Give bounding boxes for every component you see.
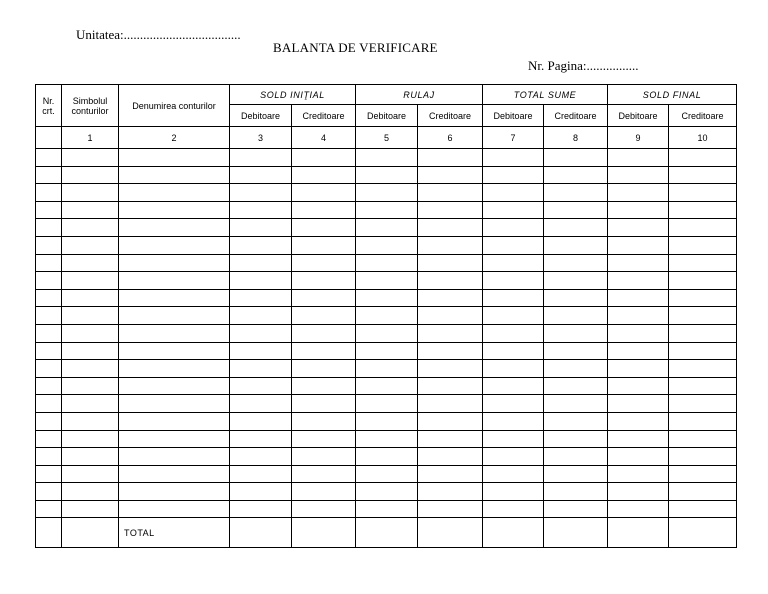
sub-header-cell: Debitoare [230,105,292,127]
table-cell [292,289,356,307]
column-number: 3 [230,127,292,149]
table-cell [356,149,418,167]
table-cell [230,254,292,272]
table-cell [669,272,737,290]
table-cell [292,166,356,184]
column-number: 8 [544,127,608,149]
table-cell [608,395,669,413]
table-cell [119,465,230,483]
table-cell [608,201,669,219]
table-cell [544,254,608,272]
table-cell [356,430,418,448]
table-cell [36,254,62,272]
balance-table [35,84,737,548]
table-cell [669,430,737,448]
column-number: 2 [119,127,230,149]
blank-rows [36,149,737,518]
table-cell [62,307,119,325]
table-cell [608,518,669,548]
table-cell [608,184,669,202]
table-cell [418,289,483,307]
table-cell [119,377,230,395]
table-cell [356,448,418,466]
table-cell [62,518,119,548]
table-cell [36,166,62,184]
table-cell [62,272,119,290]
table-cell [544,465,608,483]
table-cell [292,342,356,360]
table-cell [62,395,119,413]
table-cell [483,149,544,167]
table-cell [608,412,669,430]
table-cell [119,483,230,501]
table-cell [544,500,608,518]
table-row [36,412,737,430]
table-cell [483,448,544,466]
table-cell [544,430,608,448]
table-cell [608,324,669,342]
table-cell [356,483,418,501]
table-row [36,307,737,325]
table-cell [292,430,356,448]
table-cell [483,500,544,518]
table-cell [418,360,483,378]
table-cell [292,236,356,254]
table-cell [292,518,356,548]
table-cell [36,342,62,360]
table-cell [230,342,292,360]
table-cell [483,307,544,325]
table-cell [608,289,669,307]
table-cell [669,254,737,272]
table-cell [36,377,62,395]
table-cell [418,465,483,483]
table-cell [418,219,483,237]
table-cell [418,342,483,360]
table-row [36,184,737,202]
table-cell [36,430,62,448]
table-cell [418,377,483,395]
table-cell [119,149,230,167]
column-number: 5 [356,127,418,149]
table-cell [119,272,230,290]
table-cell [669,500,737,518]
table-cell [36,272,62,290]
column-number: 10 [669,127,737,149]
table-row [36,465,737,483]
table-cell [418,236,483,254]
table-cell [292,184,356,202]
table-cell [356,307,418,325]
table-cell [119,307,230,325]
table-cell [36,149,62,167]
page-title: BALANTA DE VERIFICARE [273,40,438,55]
table-cell [544,412,608,430]
table-cell [544,377,608,395]
table-cell [608,500,669,518]
column-number: 1 [62,127,119,149]
table-cell [418,149,483,167]
table-row [36,324,737,342]
header-nr-crt: Nr. crt. [36,85,62,127]
table-cell [544,166,608,184]
table-cell [483,360,544,378]
sub-header-cell: Creditoare [669,105,737,127]
table-cell [669,236,737,254]
table-cell [292,412,356,430]
table-cell [62,166,119,184]
table-cell [230,236,292,254]
table-cell [483,412,544,430]
table-cell [230,448,292,466]
table-cell [62,324,119,342]
table-cell [62,360,119,378]
table-row [36,201,737,219]
table-cell [356,236,418,254]
table-cell [356,395,418,413]
header-total-sume: TOTAL SUME [483,85,608,105]
table-cell [544,483,608,501]
table-cell [608,254,669,272]
table-cell [418,518,483,548]
table-cell [230,518,292,548]
table-cell [544,395,608,413]
table-cell [36,219,62,237]
table-cell [292,360,356,378]
table-cell [483,236,544,254]
table-cell [119,236,230,254]
table-cell [62,412,119,430]
table-row [36,272,737,290]
table-cell [230,500,292,518]
table-cell [418,166,483,184]
table-cell [544,518,608,548]
table-cell [669,518,737,548]
column-number: 6 [418,127,483,149]
table-cell [62,201,119,219]
table-cell [356,465,418,483]
table-row [36,254,737,272]
table-cell [119,500,230,518]
table-cell [544,448,608,466]
table-cell [230,201,292,219]
table-row [36,395,737,413]
table-row [36,289,737,307]
table-cell [119,184,230,202]
table-cell [418,201,483,219]
table-cell [669,465,737,483]
table-cell [36,324,62,342]
table-row [36,377,737,395]
table-cell [669,377,737,395]
table-cell [418,412,483,430]
table-cell [483,395,544,413]
table-cell [608,360,669,378]
table-row [36,342,737,360]
table-cell [483,289,544,307]
header-denumire: Denumirea conturilor [119,85,230,127]
table-cell [608,272,669,290]
table-cell [608,307,669,325]
table-cell [36,518,62,548]
table-cell [292,500,356,518]
table-cell [544,236,608,254]
table-cell [292,201,356,219]
table-cell [119,201,230,219]
table-cell [230,184,292,202]
table-cell [418,395,483,413]
table-cell [483,219,544,237]
table-cell [483,377,544,395]
table-cell [62,342,119,360]
table-cell [669,395,737,413]
table-cell [418,307,483,325]
table-cell [230,412,292,430]
table-cell [36,184,62,202]
header-simbol: Simbolul conturilor [62,85,119,127]
table-cell [418,448,483,466]
table-cell [292,324,356,342]
table-cell [36,448,62,466]
table-cell [544,324,608,342]
table-cell [62,149,119,167]
table-cell [418,272,483,290]
table-cell [292,377,356,395]
table-cell [544,149,608,167]
unitatea-label: Unitatea:.................................... [76,27,241,42]
table-cell [62,430,119,448]
table-cell [230,272,292,290]
table-cell [356,342,418,360]
table-cell [292,307,356,325]
sub-header-cell: Creditoare [418,105,483,127]
table-cell [544,201,608,219]
table-cell [356,184,418,202]
table-cell [356,272,418,290]
table-row [36,166,737,184]
table-cell [62,289,119,307]
table-cell [230,483,292,501]
table-cell [483,324,544,342]
table-cell [483,483,544,501]
column-number [36,127,62,149]
table-row [36,500,737,518]
table-cell [356,254,418,272]
table-cell [608,377,669,395]
table-cell [356,289,418,307]
table-cell [292,272,356,290]
header-sold-final: SOLD FINAL [608,85,737,105]
column-number: 7 [483,127,544,149]
table-cell [292,465,356,483]
table-cell [36,289,62,307]
table-cell [36,236,62,254]
table-cell [418,254,483,272]
table-cell [36,483,62,501]
table-cell [62,465,119,483]
table-cell [292,149,356,167]
table-cell [230,307,292,325]
table-cell [356,412,418,430]
table-cell [418,184,483,202]
table-cell [669,483,737,501]
table-cell [669,149,737,167]
table-cell [119,289,230,307]
table-cell [292,254,356,272]
table-cell [119,254,230,272]
table-cell [119,448,230,466]
table-row [36,219,737,237]
table-cell [36,395,62,413]
table-cell [356,324,418,342]
table-cell [62,254,119,272]
table-cell [418,324,483,342]
table-cell [608,483,669,501]
table-cell [62,377,119,395]
table-cell [669,324,737,342]
table-cell [119,166,230,184]
table-row [36,430,737,448]
table-cell [418,500,483,518]
table-cell [36,360,62,378]
sub-header-cell: Creditoare [544,105,608,127]
table-cell [356,377,418,395]
table-cell [483,518,544,548]
table-cell [669,342,737,360]
table-cell [292,448,356,466]
table-cell [119,342,230,360]
table-cell [62,219,119,237]
table-cell [544,342,608,360]
table-cell [230,430,292,448]
table-cell [36,201,62,219]
page-number-label: Nr. Pagina:................ [528,58,639,73]
header-sold-initial: SOLD INIŢIAL [230,85,356,105]
table-cell [483,272,544,290]
table-cell [356,219,418,237]
column-number: 4 [292,127,356,149]
table-cell [608,219,669,237]
table-cell [36,500,62,518]
table-cell [669,289,737,307]
table-cell [292,395,356,413]
table-cell [230,219,292,237]
sub-header-cell: Debitoare [356,105,418,127]
table-cell [356,500,418,518]
table-cell [669,166,737,184]
table-cell [669,448,737,466]
table-cell [544,307,608,325]
table-cell [119,324,230,342]
table-cell [418,483,483,501]
table-cell [544,184,608,202]
table-cell [230,166,292,184]
column-number: 9 [608,127,669,149]
table-cell [544,219,608,237]
table-cell [292,219,356,237]
table-cell [669,360,737,378]
table-cell [119,430,230,448]
table-cell [544,289,608,307]
table-cell [62,500,119,518]
table-cell [483,430,544,448]
table-cell [608,430,669,448]
table-cell [483,201,544,219]
table-cell [608,149,669,167]
table-cell [669,412,737,430]
header-rulaj: RULAJ [356,85,483,105]
total-label: TOTAL [119,518,230,548]
table-cell [36,412,62,430]
table-cell [230,465,292,483]
table-cell [356,201,418,219]
table-cell [669,184,737,202]
table-cell [608,465,669,483]
table-cell [669,307,737,325]
table-cell [669,201,737,219]
table-row [36,236,737,254]
total-row [36,518,737,548]
table-cell [292,483,356,501]
table-cell [483,254,544,272]
table-cell [483,184,544,202]
table-cell [230,289,292,307]
table-cell [62,483,119,501]
table-cell [119,395,230,413]
table-cell [356,166,418,184]
table-cell [62,448,119,466]
table-cell [230,149,292,167]
table-cell [544,360,608,378]
table-cell [356,518,418,548]
table-cell [608,236,669,254]
sub-header-cell: Debitoare [608,105,669,127]
table-cell [119,219,230,237]
table-cell [418,430,483,448]
table-cell [483,342,544,360]
table-cell [36,465,62,483]
table-row [36,149,737,167]
table-cell [230,360,292,378]
table-cell [62,184,119,202]
table-cell [230,377,292,395]
table-cell [669,219,737,237]
table-cell [230,324,292,342]
table-cell [36,307,62,325]
table-cell [119,412,230,430]
table-cell [62,236,119,254]
sub-header-cell: Debitoare [483,105,544,127]
table-cell [544,272,608,290]
table-cell [608,342,669,360]
table-row [36,360,737,378]
table-cell [230,395,292,413]
table-cell [483,465,544,483]
table-row [36,483,737,501]
table-row [36,448,737,466]
table-cell [356,360,418,378]
sub-header-cell: Creditoare [292,105,356,127]
table-cell [483,166,544,184]
table-cell [608,166,669,184]
table-cell [608,448,669,466]
table-cell [119,360,230,378]
